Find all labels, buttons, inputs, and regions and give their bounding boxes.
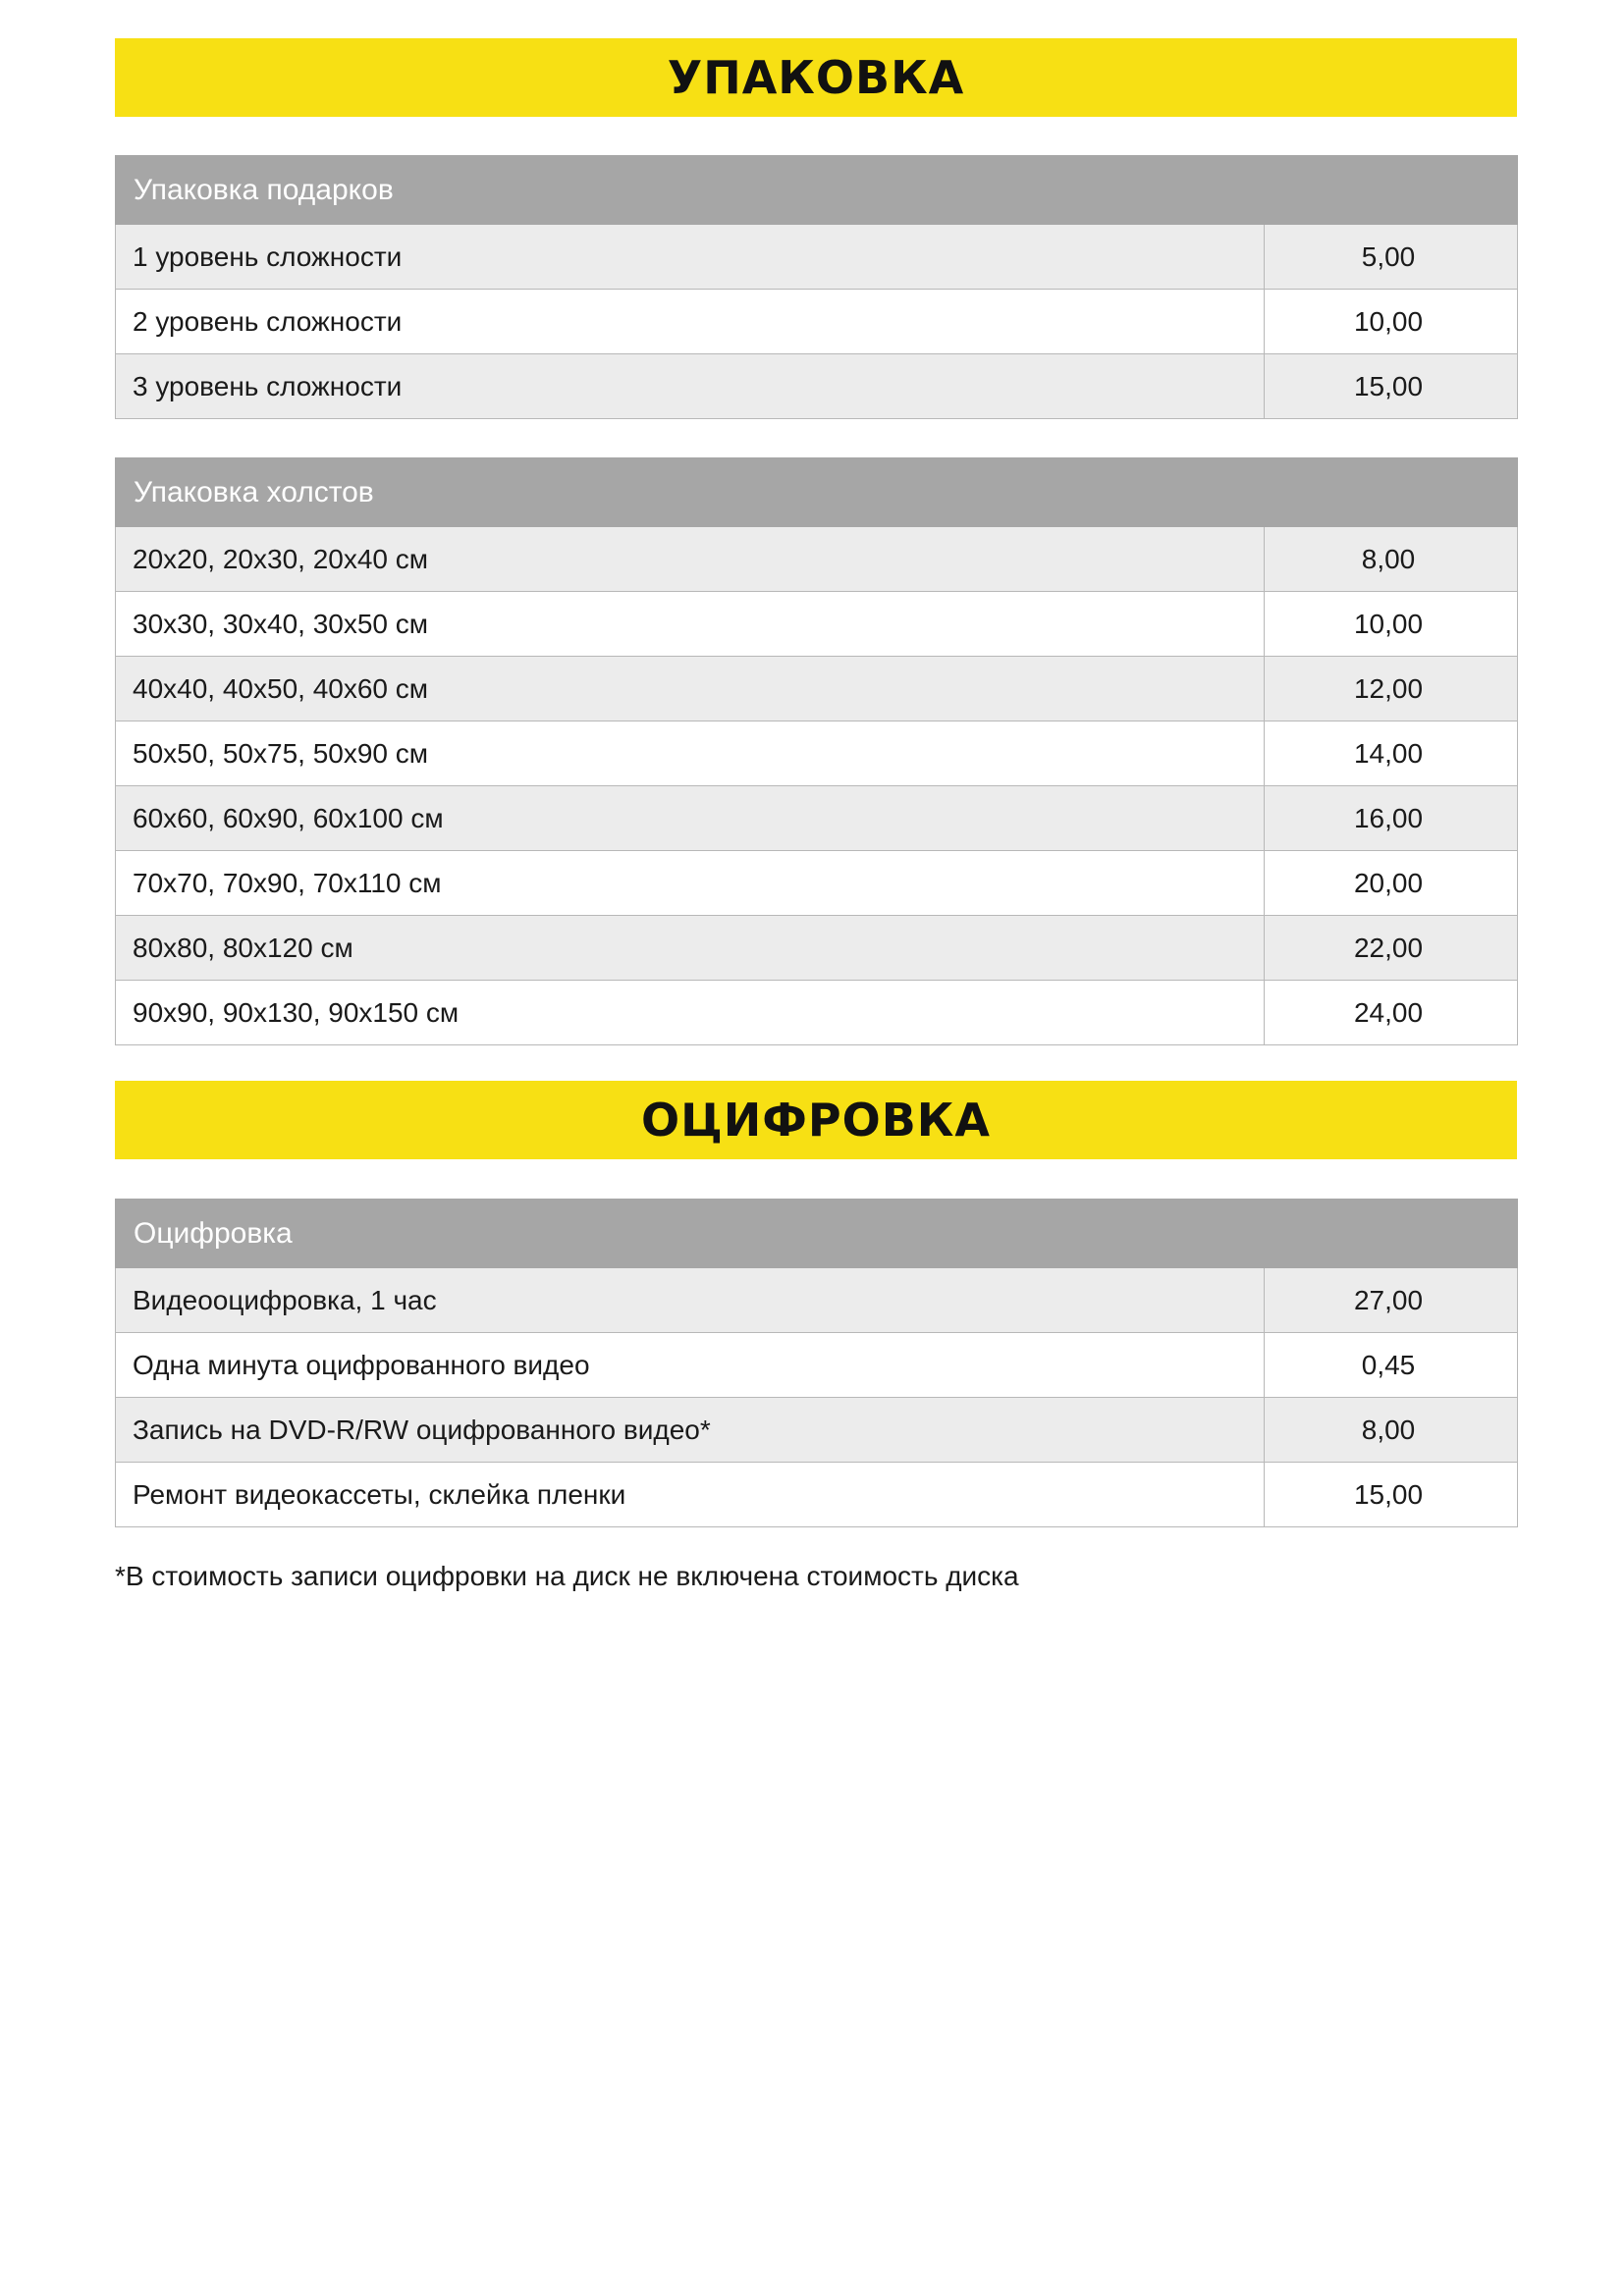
table-row	[116, 851, 1518, 916]
service-name: 80х80, 80х120 см	[116, 916, 1265, 981]
table-row	[116, 1463, 1518, 1527]
service-name: Запись на DVD-R/RW оцифрованного видео*	[116, 1398, 1265, 1463]
service-name: 20х20, 20х30, 20х40 см	[116, 527, 1265, 592]
canvas-packaging-header: Упаковка холстов	[116, 458, 1518, 527]
service-name: Одна минута оцифрованного видео	[116, 1333, 1265, 1398]
digitization-header: Оцифровка	[116, 1200, 1518, 1268]
table-header-row	[116, 156, 1518, 225]
digitization-table	[115, 1199, 1518, 1527]
packaging-title: УПАКОВКА	[667, 51, 965, 104]
service-name: 3 уровень сложности	[116, 354, 1265, 419]
table-row	[116, 592, 1518, 657]
service-name: Ремонт видеокассеты, склейка пленки	[116, 1463, 1265, 1527]
service-name: 2 уровень сложности	[116, 290, 1265, 354]
service-price: 16,00	[1265, 786, 1518, 851]
digitization-banner	[115, 1081, 1517, 1159]
gift-wrapping-table	[115, 155, 1518, 419]
table-row	[116, 1333, 1518, 1398]
table-row	[116, 290, 1518, 354]
table-row	[116, 225, 1518, 290]
service-price: 27,00	[1265, 1268, 1518, 1333]
gift-wrapping-header: Упаковка подарков	[116, 156, 1518, 225]
table-row	[116, 1398, 1518, 1463]
service-price: 10,00	[1265, 592, 1518, 657]
service-name: Видеооцифровка, 1 час	[116, 1268, 1265, 1333]
service-price: 5,00	[1265, 225, 1518, 290]
service-price: 24,00	[1265, 981, 1518, 1045]
table-row	[116, 1268, 1518, 1333]
packaging-banner	[115, 38, 1517, 117]
service-price: 0,45	[1265, 1333, 1518, 1398]
table-row	[116, 786, 1518, 851]
digitization-title: ОЦИФРОВКА	[641, 1094, 991, 1147]
service-price: 22,00	[1265, 916, 1518, 981]
service-price: 8,00	[1265, 1398, 1518, 1463]
service-name: 1 уровень сложности	[116, 225, 1265, 290]
table-row	[116, 657, 1518, 721]
table-header-row	[116, 458, 1518, 527]
service-name: 70х70, 70х90, 70х110 см	[116, 851, 1265, 916]
service-price: 15,00	[1265, 354, 1518, 419]
service-name: 50х50, 50х75, 50х90 см	[116, 721, 1265, 786]
service-name: 90х90, 90х130, 90х150 см	[116, 981, 1265, 1045]
table-row	[116, 721, 1518, 786]
service-name: 30х30, 30х40, 30х50 см	[116, 592, 1265, 657]
table-row	[116, 527, 1518, 592]
service-name: 60х60, 60х90, 60х100 см	[116, 786, 1265, 851]
service-name: 40х40, 40х50, 40х60 см	[116, 657, 1265, 721]
footnote: *В стоимость записи оцифровки на диск не включена стоимость диска	[115, 1561, 1019, 1591]
table-row	[116, 354, 1518, 419]
service-price: 14,00	[1265, 721, 1518, 786]
table-header-row	[116, 1200, 1518, 1268]
service-price: 8,00	[1265, 527, 1518, 592]
service-price: 20,00	[1265, 851, 1518, 916]
service-price: 12,00	[1265, 657, 1518, 721]
table-row	[116, 916, 1518, 981]
table-row	[116, 981, 1518, 1045]
service-price: 15,00	[1265, 1463, 1518, 1527]
canvas-packaging-table	[115, 457, 1518, 1045]
service-price: 10,00	[1265, 290, 1518, 354]
